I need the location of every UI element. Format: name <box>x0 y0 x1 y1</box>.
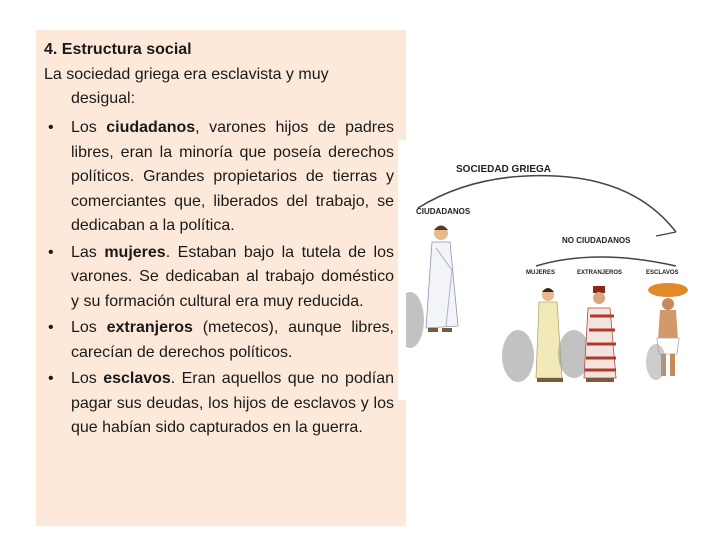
branch-line-subgroups <box>536 257 676 266</box>
esclavo-figure-icon <box>646 283 688 380</box>
branch-line-no-ciudadanos <box>556 176 676 232</box>
label-mujeres: MUJERES <box>526 270 556 276</box>
connector-no-ciudadanos <box>656 232 676 236</box>
bullet-icon: • <box>48 319 54 336</box>
intro-line-2: desigual: <box>71 90 136 107</box>
label-ciudadanos: CIUDADANOS <box>416 207 471 216</box>
extranjero-figure-icon <box>558 286 616 382</box>
intro-text <box>44 63 394 111</box>
social-hierarchy-diagram <box>406 140 706 400</box>
label-extranjeros: EXTRANJEROS <box>577 270 623 276</box>
ciudadano-figure-icon <box>406 226 458 349</box>
bullet-icon: • <box>48 370 54 387</box>
diagram-title: SOCIEDAD GRIEGA <box>456 164 552 175</box>
social-classes-list <box>44 116 394 443</box>
list-item-extranjeros: • Los extranjeros (metecos), aunque libres, carecían de derechos políticos. <box>44 316 394 365</box>
bullet-icon: • <box>48 243 54 261</box>
intro-line-1: La sociedad griega era esclavista y muy <box>44 66 329 83</box>
text-panel <box>36 30 406 526</box>
label-esclavos: ESCLAVOS <box>646 270 679 276</box>
branch-line-ciudadanos <box>418 176 556 208</box>
list-item-ciudadanos: • Los ciudadanos, varones hijos de padres libres, eran la minoría que poseía derechos políticos. Grandes propietarios de tierras y comerciantes que, liberados del trabajo, se dedicaban a la política. <box>44 116 394 239</box>
list-item-mujeres: • Las mujeres. Estaban bajo la tutela de los varones. Se dedicaban al trabajo doméstico y su formación cultural era muy reducida. <box>44 241 394 315</box>
list-item-esclavos: • Los esclavos. Eran aquellos que no podían pagar sus deudas, los hijos de esclavos y los que habían sido capturados en la guerra. <box>44 367 394 441</box>
mujer-figure-icon <box>502 288 563 382</box>
bullet-icon: • <box>48 119 54 136</box>
label-no-ciudadanos: NO CIUDADANOS <box>562 236 631 245</box>
section-title: 4. Estructura social <box>44 41 192 58</box>
